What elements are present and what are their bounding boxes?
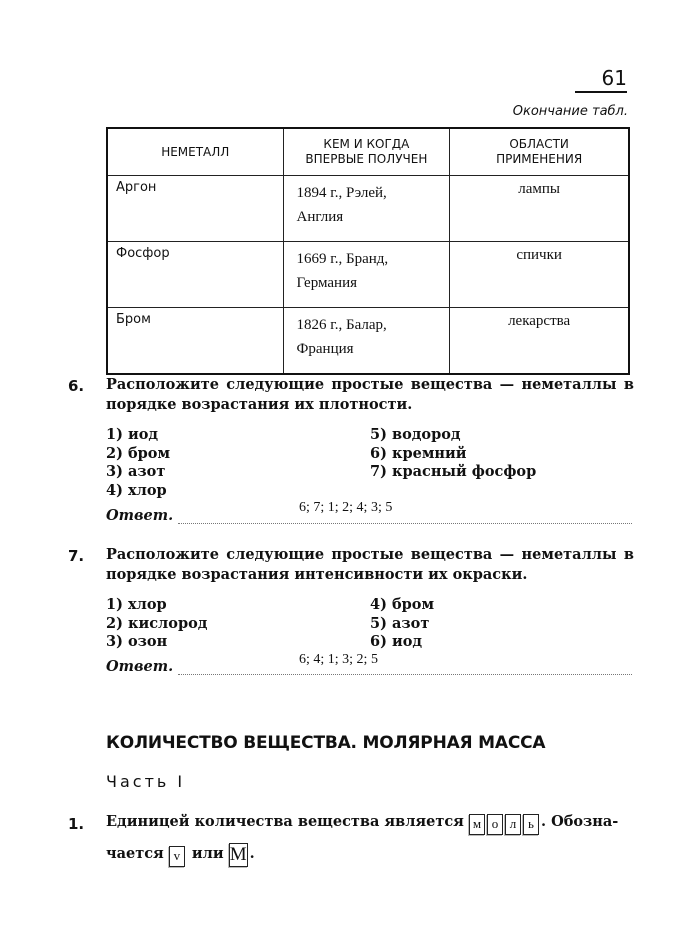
task-7-answer: 6; 4; 1; 3; 2; 5	[299, 652, 378, 667]
question-1-text-middle: . Обозна-	[540, 813, 619, 830]
header-discovery	[283, 128, 450, 176]
page-number: 61	[575, 66, 627, 93]
option: 4) хлор	[106, 481, 167, 499]
option: 1) иод	[106, 426, 159, 443]
question-1-or: или	[191, 845, 224, 862]
option: 3) озон	[106, 633, 168, 650]
discovery-line: Германия	[296, 275, 357, 291]
question-1-end: .	[249, 845, 255, 862]
answer-letter-boxes	[469, 813, 541, 830]
cell-use: спички	[450, 242, 629, 308]
option: 6) иод	[370, 633, 423, 650]
option: 5) азот	[370, 614, 430, 632]
option: 3) азот	[106, 463, 166, 480]
task-6-answer-line	[178, 522, 632, 524]
symbol-box: v	[169, 846, 185, 867]
task-7-answer-line	[178, 673, 632, 675]
header-text: ПРИМЕНЕНИЯ	[496, 152, 583, 166]
table-header-row	[107, 128, 629, 176]
cell-use: лампы	[450, 176, 629, 242]
table-caption: Окончание табл.	[512, 104, 628, 119]
letter-box: ь	[523, 814, 539, 835]
option: 5) водород	[370, 426, 461, 443]
question-1-line-1	[106, 807, 634, 837]
question-1-number: 1.	[68, 815, 85, 833]
task-6-options-left	[106, 426, 170, 500]
cell-name: Аргон	[107, 176, 283, 242]
header-nonmetal	[107, 128, 283, 176]
task-7-options-left	[106, 596, 207, 652]
option: 2) кислород	[106, 614, 208, 632]
task-6-answer-label: Ответ.	[106, 507, 174, 524]
letter-box: о	[487, 814, 503, 835]
cell-discovery	[283, 176, 450, 242]
option: 1) хлор	[106, 596, 167, 613]
header-uses	[450, 128, 629, 176]
cell-discovery	[283, 308, 450, 375]
task-6-answer: 6; 7; 1; 2; 4; 3; 5	[299, 500, 393, 515]
table-row	[107, 308, 629, 375]
task-7-text: Расположите следующие простые вещества — неметаллы в порядке возрастания интенсивности их окраски.	[106, 546, 634, 583]
table-row	[107, 242, 629, 308]
discovery-line: Англия	[296, 209, 344, 225]
header-text: ВПЕРВЫЕ ПОЛУЧЕН	[305, 152, 428, 166]
symbol-box: M	[229, 844, 247, 865]
header-text: ОБЛАСТИ	[509, 137, 569, 151]
task-7-options-right	[370, 596, 434, 652]
letter-box: л	[505, 814, 521, 835]
discovery-line: 1669 г., Бранд,	[296, 251, 389, 267]
option: 4) бром	[370, 596, 435, 613]
letter-box: м	[469, 814, 485, 835]
cell-discovery	[283, 242, 450, 308]
option: 6) кремний	[370, 444, 467, 462]
task-6-options-right	[370, 426, 536, 482]
discovery-line: 1826 г., Балар,	[296, 317, 387, 333]
header-text: НЕМЕТАЛЛ	[161, 144, 230, 159]
section-title: КОЛИЧЕСТВО ВЕЩЕСТВА. МОЛЯРНАЯ МАССА	[106, 733, 546, 753]
question-1-text-line2: чается	[106, 845, 164, 862]
task-6-number: 6.	[68, 377, 85, 395]
nonmetals-table	[106, 127, 630, 375]
task-7-answer-label: Ответ.	[106, 658, 174, 675]
task-6-text: Расположите следующие простые вещества — неметаллы в порядке возрастания их плотности.	[106, 376, 634, 413]
option: 2) бром	[106, 444, 171, 462]
part-label: Часть I	[106, 772, 186, 791]
cell-name: Бром	[107, 308, 283, 375]
discovery-line: 1894 г., Рэлей,	[296, 185, 387, 201]
cell-use: лекарства	[450, 308, 629, 375]
table-row	[107, 176, 629, 242]
task-7-number: 7.	[68, 547, 85, 565]
question-1-line-2	[106, 839, 634, 869]
question-1-text: Единицей количества вещества является	[106, 813, 464, 830]
option: 7) красный фосфор	[370, 463, 537, 480]
header-text: КЕМ И КОГДА	[323, 137, 410, 151]
discovery-line: Франция	[296, 341, 354, 357]
cell-name: Фосфор	[107, 242, 283, 308]
